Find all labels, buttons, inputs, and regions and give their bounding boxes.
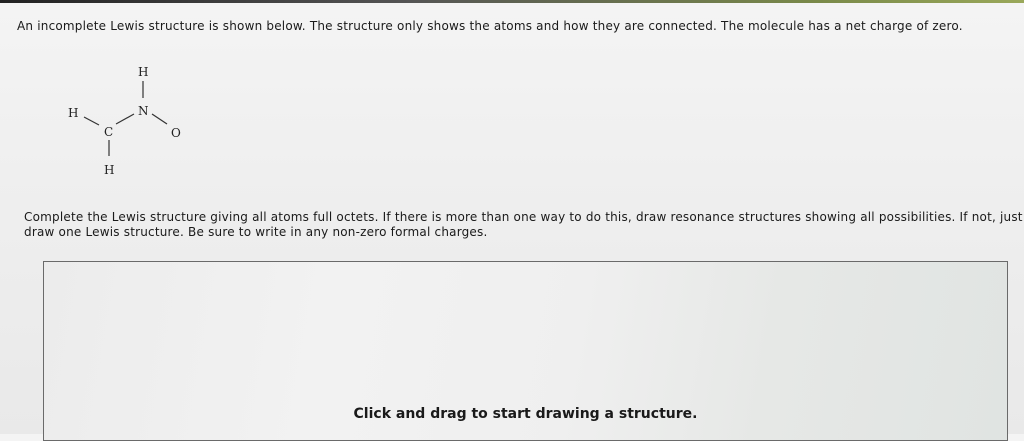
bond-c-n [116,114,134,124]
lewis-structure-diagram [55,58,200,183]
bond-h-c [84,117,99,125]
question-instructions [24,210,1024,240]
bond-n-o [152,114,167,124]
atom-o: O [171,126,181,140]
top-border [0,0,1024,3]
atom-c: C [104,125,114,139]
atom-h-bottom: H [104,163,115,177]
drawing-canvas[interactable] [43,261,1008,441]
instructions-line-2: draw one Lewis structure. Be sure to write in any non-zero formal charges. [24,225,488,239]
canvas-hint-text: Click and drag to start drawing a structure. [353,406,698,422]
instructions-line-1: Complete the Lewis structure giving all atoms full octets. If there is more than one way to do this, draw resonance structures showing all possibilities. If not, just [24,210,1023,224]
question-intro: An incomplete Lewis structure is shown below. The structure only shows the atoms and how they are connected. The molecule has a net charge of zero. [17,19,963,33]
atom-h-left: H [68,106,79,120]
atom-n: N [138,104,149,118]
atom-h-top: H [138,65,149,79]
